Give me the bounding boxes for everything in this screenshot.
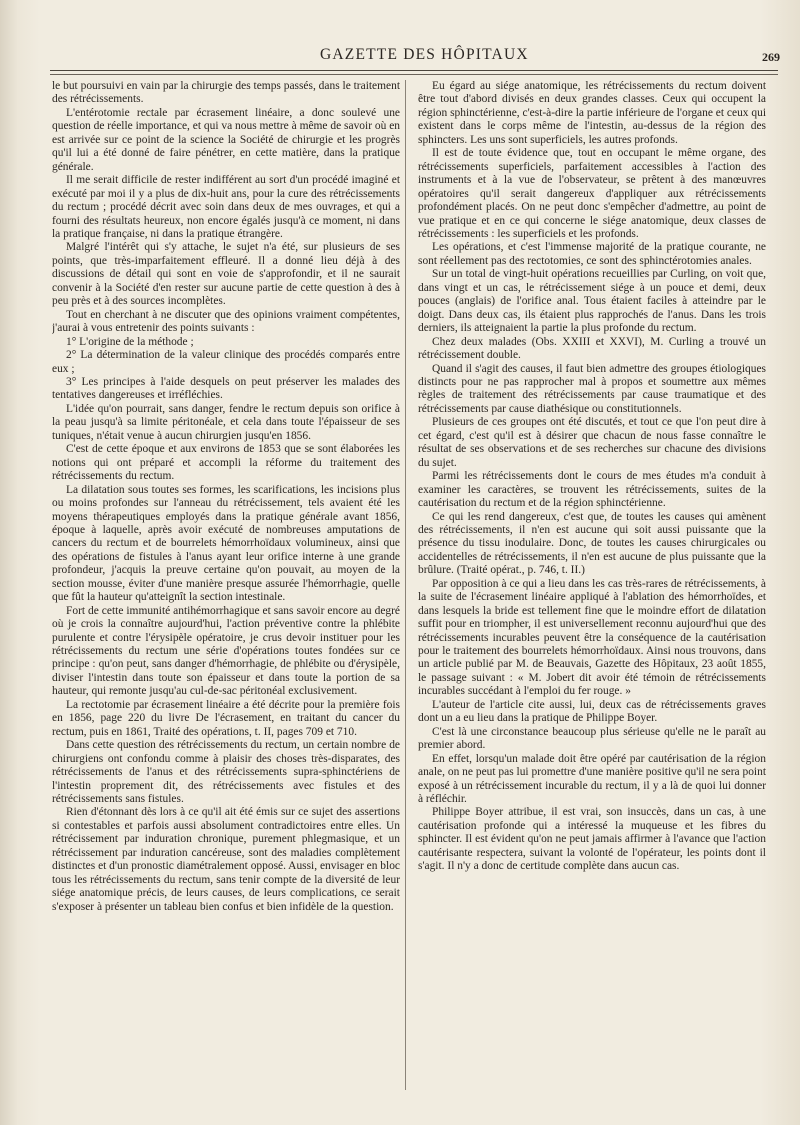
paragraph: En effet, lorsqu'un malade doit être opéré par cautérisation de la région anale, on ne peut pas lui promettre d'une manière positive qu'il ne sera point exposé à un rétrécissement incurable du rectum, il y a là de quoi lui donner à réfléchir. [418, 752, 766, 806]
page-header [50, 44, 780, 68]
page-number: 269 [762, 50, 780, 64]
paragraph: Par opposition à ce qui a lieu dans les cas très-rares de rétrécissements, à la suite de l'écrasement linéaire appliqué à l'ablation des hémorrhoïdes, et dans lesquels la bride est tellement fine que le moindre effort de dilatation suffit pour en triompher, il est universellement reconnu aujourd'hui que des rétrécissements incurables peuvent être la conséquence de la cautérisation pour le traitement des bourrelets hémorrhoïdaux. Ainsi nous trouvons, dans un article publié par M. de Beauvais, Gazette des Hôpitaux, 23 août 1855, le passage suivant : « M. Jobert dit avoir été témoin de rétrécissements incurables succédant à l'emploi du fer rouge. » [418, 577, 766, 698]
running-title: GAZETTE DES HÔPITAUX [320, 46, 529, 63]
paragraph: Eu égard au siége anatomique, les rétrécissements du rectum doivent être tout d'abord divisés en deux grandes classes. Ceux qui occupent la région sphinctérienne, c'est-à-dire la partie inférieure de l'organe et ceux qui existent dans le corps même de l'intestin, au-dessus de la région des sphincters. Les uns sont superficiels, les autres profonds. [418, 80, 766, 146]
paragraph: Malgré l'intérêt qui s'y attache, le sujet n'a été, sur plusieurs de ses points, que très-imparfaitement effleuré. Il a donné lieu déjà à des discussions de détail qui sont en voie de s'approfondir, et il ne saurait convenir à la Société d'en rester sur aucune partie de cette question à des à peu près et à des sources incomplètes. [52, 241, 400, 308]
list-item: 2° La détermination de la valeur clinique des procédés comparés entre eux ; [52, 349, 400, 375]
paragraph: Plusieurs de ces groupes ont été discutés, et tout ce que l'on peut dire à cet égard, c'est qu'il est à désirer que chacun de nous fasse connaître le résultat de ses observations et de ses recherches sur chacune des divisions du sujet. [418, 416, 766, 469]
paragraph: L'entérotomie rectale par écrasement linéaire, a donc soulevé une question de réelle importance, et qui va nous mettre à même de savoir où en est arrivée sur ce point de la science la Société de chirurgie et les progrès qu'il lui a été donné de faire pénétrer, en cette matière, dans la pratique générale. [52, 106, 400, 173]
column-divider [405, 80, 406, 1090]
paragraph: La rectotomie par écrasement linéaire a été décrite pour la première fois en 1856, page 220 du livre De l'écrasement, en traitant du cancer du rectum, puis en 1861, Traité des opérations, t. II, pages 709 et 710. [52, 698, 400, 738]
left-column [52, 80, 400, 1105]
paragraph: Dans cette question des rétrécissements du rectum, un certain nombre de chirurgiens ont confondu comme à plaisir des choses très-disparates, des rétrécissements de l'anus et des rétrécissements supra-sphinctériens de l'intestin proprement dit, des rétrécissements avec fistules et des rétrécissements sans fistules. [52, 739, 400, 806]
paragraph: Quand il s'agit des causes, il faut bien admettre des groupes étiologiques distincts pour ne pas rapprocher mal à propos et soumettre aux mêmes règles de traitement des rétrécissements par cause traumatique et des rétrécissements par cause diathésique ou constitutionnels. [418, 362, 766, 415]
paragraph: Philippe Boyer attribue, il est vrai, son insuccès, dans un cas, à une cautérisation profonde qui a intéressé la muqueuse et les fibres du sphincter. Il est évident qu'on ne peut jamais affirmer à l'avance que l'action cautérisante respectera, suivant la volonté de l'opérateur, les points dont il s'agit. Il n'y a donc de certitude complète dans aucun cas. [418, 806, 766, 873]
paragraph: Rien d'étonnant dès lors à ce qu'il ait été émis sur ce sujet des assertions si contestables et parfois aussi absolument contradictoires entre elles. Un rétrécissement par induration chronique, purement phlegmasique, et un rétrécissement par induration cancéreuse, sont des maladies complètement distinctes et d'un pronostic diamétralement opposé. Aussi, envisager en bloc tous les rétrécissements du rectum, sans tenir compte de la diversité de leur siége anatomique précis, de leurs causes, de leurs complications, ce serait s'exposer à présenter un tableau bien confus et bien infidèle de la question. [52, 806, 400, 913]
list-item: 3° Les principes à l'aide desquels on peut préserver les malades des tentatives dangereuses et irréfléchies. [52, 375, 400, 402]
paragraph: Sur un total de vingt-huit opérations recueillies par Curling, on voit que, dans vingt et un cas, le rétrécissement siége à un pouce et demi, deux pouces (anglais) de l'orifice anal. Tous étaient faciles à atteindre par le doigt. Dans deux cas, ils étaient plus rapprochés de l'anus. Dans les trois derniers, ils atteignaient la partie la plus profonde du rectum. [418, 268, 766, 335]
paragraph: Les opérations, et c'est l'immense majorité de la pratique courante, ne sont réellement pas des rectotomies, ce sont des sphinctérotomies anales. [418, 241, 766, 267]
header-rule-thin [50, 74, 778, 75]
header-rule [50, 70, 778, 71]
paragraph: le but poursuivi en vain par la chirurgie des temps passés, dans le traitement des rétrécissements. [52, 80, 400, 106]
paragraph: Tout en cherchant à ne discuter que des opinions vraiment compétentes, j'aurai à vous entretenir des points suivants : [52, 308, 400, 335]
paragraph: L'auteur de l'article cite aussi, lui, deux cas de rétrécissements graves dont un a eu lieu dans la pratique de Philippe Boyer. [418, 698, 766, 725]
paragraph: Il me serait difficile de rester indifférent au sort d'un procédé imaginé et exécuté par moi il y a plus de dix-huit ans, pour la cure des rétrécissements du rectum ; procédé décrit avec soin dans deux de mes ouvrages, et qui a fourni des résultats heureux, non encore égalés jusqu'à ce moment, ni dans la pratique française, ni dans la pratique étrangère. [52, 174, 400, 240]
paragraph: Fort de cette immunité antihémorrhagique et sans savoir encore au degré où je crois la connaître aujourd'hui, l'action préventive contre la phlébite purulente et contre l'érysipèle opératoire, je crus devoir instituer pour les rétrécissements du rectum une série d'opérations toutes fondées sur ce principe : qu'on peut, sans danger d'hémorrhagie, de phlébite ou d'érysipèle, diviser l'intestin dans toute son épaisseur et dans toute la portion de sa hauteur, qui remonte jusqu'au cul-de-sac péritonéal exclusivement. [52, 604, 400, 698]
list-item: 1° L'origine de la méthode ; [66, 335, 194, 348]
paragraph: L'idée qu'on pourrait, sans danger, fendre le rectum depuis son orifice à la peau jusqu'à sa limite péritonéale, et cela dans toute l'épaisseur de ses tuniques, n'était venue à aucun chirurgien jusqu'en 1856. [52, 402, 400, 442]
paragraph: Parmi les rétrécissements dont le cours de mes études m'a conduit à examiner les caractères, se trouvent les rétrécissements, suites de la cautérisation du rectum et de la région sphinctérienne. [418, 470, 766, 510]
paragraph: Il est de toute évidence que, tout en occupant le même organe, des rétrécissements superficiels, parfaitement accessibles à l'action des instruments et à la vue de l'observateur, se prêtent à des manœuvres opératoires qu'il serait dangereux d'appliquer aux rétrécissements profondément placés. On ne peut donc s'empêcher d'admettre, au point de vue pratique et en ce qui concerne le siége anatomique, deux classes de rétrécissements : les superficiels et les profonds. [418, 147, 766, 240]
paragraph: Chez deux malades (Obs. XXIII et XXVI), M. Curling a trouvé un rétrécissement double. [418, 335, 766, 362]
paragraph: C'est de cette époque et aux environs de 1853 que se sont élaborées les notions qui ont préparé et accompli la réforme du traitement des rétrécissements du rectum. [52, 443, 400, 483]
right-column [418, 80, 766, 1105]
paragraph: Ce qui les rend dangereux, c'est que, de toutes les causes qui amènent des rétrécissements, il n'en est aucune qui soit aussi puissante que la présence du tissu inodulaire. Donc, de toutes les causes chirurgicales ou accidentelles de rétrécissements, il n'en est aucune de plus puissante que la brûlure. (Traité opérat., p. 746, t. II.) [418, 510, 766, 577]
paragraph: C'est là une circonstance beaucoup plus sérieuse qu'elle ne le paraît au premier abord. [418, 725, 766, 752]
paragraph: La dilatation sous toutes ses formes, les scarifications, les incisions plus ou moins profondes sur l'anneau du rétrécissement, tels avaient été les moyens thérapeutiques employés dans la pratique générale avant 1856, époque à laquelle, après avoir exécuté de nombreuses amputations de cancers du rectum et de bourrelets hémorrhoïdaux volumineux, ainsi que des opérations de fistules à l'anus ayant leur orifice interne à une grande profondeur, j'acquis la preuve certaine qu'on pouvait, au moyen de la section mousse, éviter d'une manière presque assurée l'hémorrhagie, quelle que fût la hauteur qu'atteignît la section intestinale. [52, 483, 400, 604]
